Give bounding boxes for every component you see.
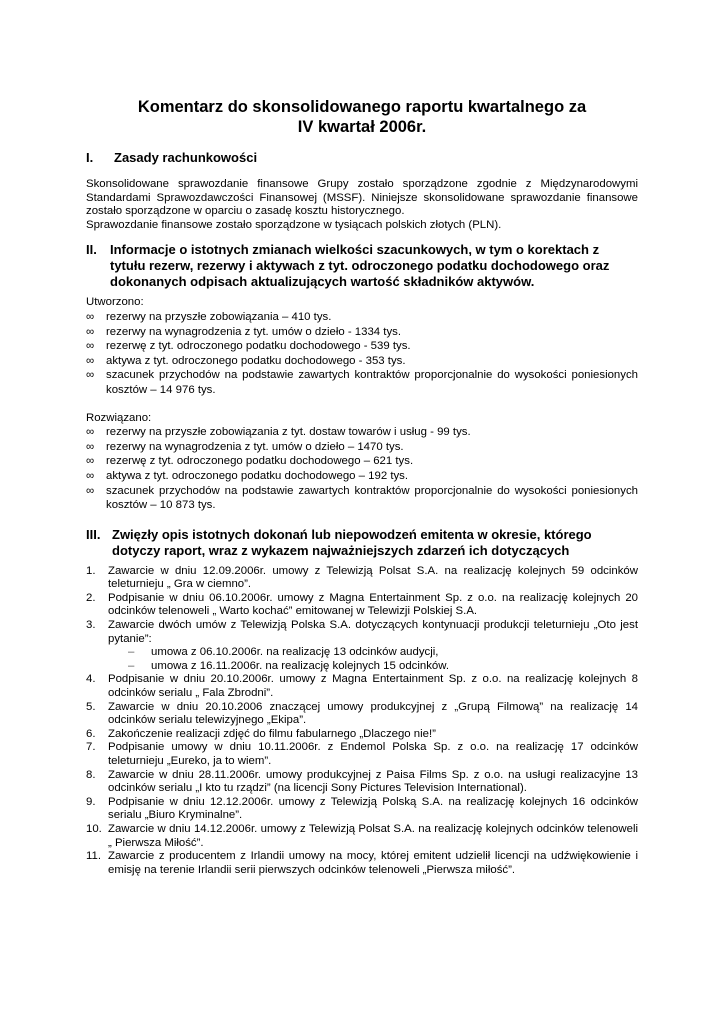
bullet-marker: ∞ (86, 469, 95, 482)
bullet-marker: ∞ (86, 426, 95, 439)
list-item: ∞ rezerwy na wynagrodzenia z tyt. umów o dzieło - 1334 tys. (86, 325, 402, 338)
list-item: 9. Podpisanie w dniu 12.12.2006r. umowy z Telewizją Polską S.A. na realizację kolejnych 16 odcinków serialu „Biuro Kryminalne”. (86, 795, 638, 822)
list-item: ∞ aktywa z tyt. odroczonego podatku dochodowego - 353 tys. (86, 354, 406, 367)
bullet-marker: ∞ (86, 325, 95, 338)
bullet-marker: ∞ (86, 369, 95, 382)
section-2-number: II. (86, 242, 97, 258)
bullet-marker: ∞ (86, 484, 95, 497)
section-1-heading (86, 150, 638, 166)
list-item: 10. Zawarcie w dniu 14.12.2006r. umowy z Telewizją Polsat S.A. na realizację kolejnych odcinków telenoweli „ Pierwsza Miłość”. (86, 822, 638, 849)
list-item: ∞ szacunek przychodów na podstawie zawartych kontraktów proporcjonalnie do wysokości poniesionych kosztów – 14 976 tys. (86, 369, 638, 396)
list-item: 6. Zakończenie realizacji zdjęć do filmu fabularnego „Dlaczego nie!” (86, 727, 436, 740)
released-label: Rozwiązano: (86, 411, 152, 424)
list-item: ∞ rezerwę z tyt. odroczonego podatku dochodowego – 621 tys. (86, 455, 414, 468)
document-title (86, 97, 638, 137)
released-list (86, 425, 638, 513)
section-3-number: III. (86, 526, 101, 542)
section-3-title: Zwięzły opis istotnych dokonań lub niepowodzeń emitenta w okresie, którego dotyczy raport, wraz z wykazem najważniejszych zdarzeń ich dotyczących (112, 526, 592, 558)
bullet-marker: ∞ (86, 310, 95, 323)
list-item: ∞ rezerwy na przyszłe zobowiązania – 410 tys. (86, 310, 332, 323)
bullet-marker: ∞ (86, 455, 95, 468)
section-1-number: I. (86, 150, 94, 165)
list-item: 3. Zawarcie dwóch umów z Telewizją Polska S.A. dotyczących kontynuacji produkcji teleturnieju „Oto jest pytanie”: (86, 619, 638, 645)
list-item: 5. Zawarcie w dniu 20.10.2006 znaczącej umowy produkcyjnej z „Grupą Filmową” na realizację 14 odcinków serialu telewizyjnego „Ekipa”. (86, 700, 638, 727)
list-item: 2. Podpisanie w dniu 06.10.2006r. umowy z Magna Entertainment Sp. z o.o. na realizację kolejnych 20 odcinków telenoweli „ Warto kochać” emitowanej w Telewizji Polskiej S.A. (86, 591, 638, 618)
title-line-2: IV kwartał 2006r. (297, 118, 427, 136)
list-item: 8. Zawarcie w dniu 28.11.2006r. umowy produkcyjnej z Paisa Films Sp. z o.o. na usługi realizacyjne 13 odcinków serialu „I kto tu rządzi” (na licencji Sony Pictures Television International). (86, 768, 638, 795)
list-item: 11. Zawarcie z producentem z Irlandii umowy na mocy, której emitent udzielił licencji na udźwiękowienie i emisję na terenie Irlandii serii pierwszych odcinków telenoweli „Pierwsza miłość”. (86, 850, 638, 876)
sub-list-item: – umowa z 16.11.2006r. na realizację kolejnych 15 odcinków. (128, 659, 450, 672)
list-item: ∞ rezerwy na przyszłe zobowiązania z tyt. dostaw towarów i usług - 99 tys. (86, 426, 471, 439)
list-item: ∞ aktywa z tyt. odroczonego podatku dochodowego – 192 tys. (86, 469, 409, 482)
title-line-1: Komentarz do skonsolidowanego raportu kwartalnego za (137, 98, 587, 116)
section-1-paragraph-2: Sprawozdanie finansowe zostało sporządzone w tysiącach polskich złotych (PLN). (86, 218, 502, 231)
created-label: Utworzono: (86, 296, 144, 309)
created-list (86, 310, 638, 398)
list-item: ∞ rezerwy na wynagrodzenia z tyt. umów o dzieło – 1470 tys. (86, 440, 404, 453)
list-item: ∞ szacunek przychodów na podstawie zawartych kontraktów proporcjonalnie do wysokości poniesionych kosztów – 10 873 tys. (86, 484, 638, 512)
list-item: 4. Podpisanie w dniu 20.10.2006r. umowy z Magna Entertainment Sp. z o.o. na realizację kolejnych 8 odcinków serialu „ Fala Zbrodni”. (86, 673, 638, 700)
sub-list-item: – umowa z 06.10.2006r. na realizację 13 odcinków audycji, (128, 646, 439, 659)
bullet-marker: ∞ (86, 340, 95, 353)
bullet-marker: ∞ (86, 354, 95, 367)
section-2-title: Informacje o istotnych zmianach wielkości szacunkowych, w tym o korektach z tytułu rezerw, rezerwy i aktywach z tyt. odroczonego podatku dochodowego oraz dokonanych odpisach aktualizujących wartość składników aktywów. (110, 242, 610, 290)
dash-marker: – (128, 646, 135, 659)
bullet-marker: ∞ (86, 440, 95, 453)
list-item: ∞ rezerwę z tyt. odroczonego podatku dochodowego - 539 tys. (86, 340, 411, 353)
section-1-title: Zasady rachunkowości (114, 150, 258, 165)
section-2-heading (86, 242, 638, 290)
list-item: 7. Podpisanie umowy w dniu 10.11.2006r. z Endemol Polska Sp. z o.o. na realizację 17 odcinków teleturnieju „Eureko, ja to wiem”. (86, 741, 638, 767)
list-item: 1. Zawarcie w dniu 12.09.2006r. umowy z Telewizją Polsat S.A. na realizację kolejnych 59 odcinków teleturnieju „ Gra w ciemno”. (86, 564, 638, 591)
section-3-heading (86, 527, 638, 559)
section-1-paragraph: Skonsolidowane sprawozdanie finansowe Grupy zostało sporządzone zgodnie z Międzynarodowymi Standardami Sprawozdawczości Finansowej (MSSF). Niniejsze skonsolidowane sprawozdanie finansowe zostało sporządzone w oparciu o zasadę kosztu historycznego. (86, 178, 638, 218)
dash-marker: – (128, 659, 135, 672)
events-list (86, 565, 638, 878)
